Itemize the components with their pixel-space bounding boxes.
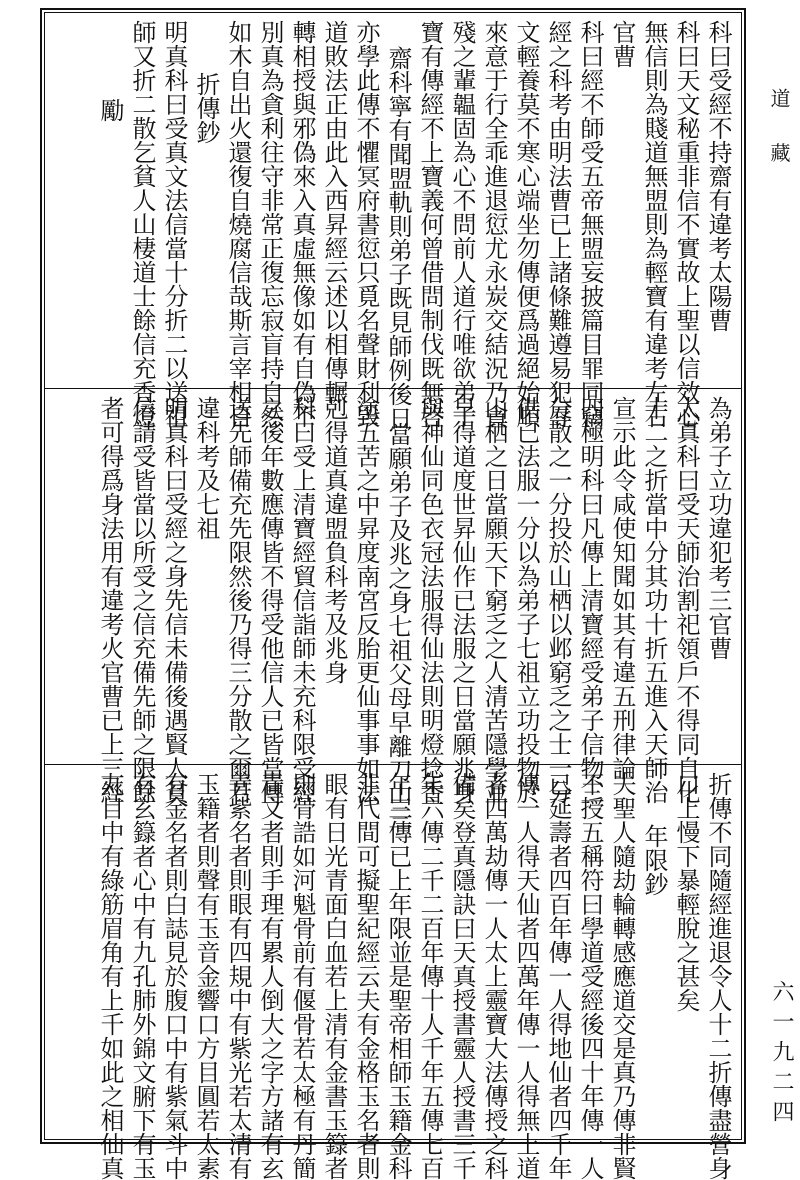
column-text: 明真科曰受經之身先信未備後遇賢人貧 [160,396,188,804]
column-text: 經之科考由明法曹已上諸條難遵易犯辱 [544,20,572,428]
column-text: 年限鈔 [640,824,668,896]
text-column [382,394,414,830]
text-column [574,394,606,804]
text-column [638,394,670,804]
text-column [414,18,446,428]
text-column [446,770,478,1180]
column-text: 亦學此傳不懼冥府書愆只覓名聲財利毀 [352,20,380,428]
text-column [510,770,542,1180]
text-column [222,394,254,804]
column-text: 當願弟子及兆之身七祖父母早離刀山三 [384,422,412,830]
column-text: 眼有日光青面白血若上清有金書玉籙者 [320,772,348,1180]
text-column [670,770,702,1136]
text-column [574,770,606,1180]
column-text: 者可得爲身法用有違考火官曹已上三經 [96,396,124,804]
text-column [478,770,510,1180]
text-column [286,18,318,428]
text-column [350,18,382,428]
column-text: 違科考及七祖 [192,396,220,540]
text-column [126,770,158,1180]
text-column [286,770,318,1180]
text-column [126,394,158,804]
column-text: 信請受皆當以所受之信充備先師之限餘 [128,396,156,804]
column-text: 勵 [96,98,124,122]
text-column [638,18,670,428]
text-column [542,394,574,804]
text-column [158,394,190,804]
text-column [158,18,190,428]
text-column [286,394,318,804]
text-column [606,394,638,780]
text-column [158,770,190,1180]
column-text: 玉籍者則聲有玉音金響口方目圓若太素 [192,772,220,1180]
column-text: 師又折二散乞貧人山棲道士餘信充香燈 [128,20,156,428]
column-text: 青紫名者則眼有四規中有紫光若太清有 [224,772,252,1180]
text-column [510,394,542,804]
text-column [638,770,670,1136]
text-column [414,394,446,804]
text-column [318,770,350,1180]
text-section-lower [52,770,734,1180]
text-column [414,770,446,1180]
text-column [606,18,638,384]
text-column [222,770,254,1180]
column-text: 道敗法正由此入西昇經云述以相傳輾 [320,20,348,404]
column-text: 分散之一分投於山栖以邺窮乏之士一分 [544,396,572,804]
column-text: 太真科曰受天師治割祀領戶不得同自化 [672,396,700,804]
column-text: 轉相授與邪偽來入真虛無像如有自偽不 [288,20,316,428]
column-text: 科曰受上清寶經貿信詣師未充科限受經 [288,396,316,804]
column-text: 科曰經不師受五帝無盟妄披篇目罪同竊 [576,20,604,428]
text-column [670,18,702,428]
column-text: 十二之折當中分其功十折五進入天師治 [640,396,668,804]
column-text: 齋科寧有聞盟軌則弟子既見師例後日 [384,46,412,430]
column-text: 折傳不同隨經進退令人十二折傳盡營身 [704,772,732,1180]
column-text: 與神仙同色衣冠法服得仙法則明燈捻香 [416,396,444,804]
column-text: 年三傳已上年限並是聖帝相師玉籍金科 [384,772,412,1180]
text-column [350,394,382,804]
column-text: 文輕養莫不寒心端坐勿傳便爲過絕始順 [512,20,540,428]
column-text: 科曰天文秘重非信不實故上聖以信效心 [672,20,700,428]
column-text: 明真科曰受真文法信當十分折二以送祖 [160,20,188,428]
column-text: 剋得道真違盟負科考及兆身 [320,396,348,684]
text-column [702,18,734,384]
text-column [446,18,478,428]
column-text: 有金名者則白誌見於腹口中有紫氣斗中 [160,772,188,1180]
column-text: 為弟子立功違犯考三官曹 [704,396,732,660]
text-column [190,770,222,1180]
text-column [350,770,382,1180]
column-text: 如木自出火還復自燒腐信哉斯言宰相自 [224,20,252,428]
column-text: 者四萬劫傳一人太上靈寶大法傳授之科 [480,772,508,1180]
text-column [382,18,414,430]
text-column [318,394,350,760]
text-column [318,18,350,404]
column-text: 供已法服一分以為弟子七祖立功投物於 [512,396,540,804]
text-column [94,394,126,804]
column-text: 有玄籙者心中有九孔肺外錦文腑下有玉 [128,772,156,1180]
text-column [190,18,222,384]
column-text: 官曹 [608,20,636,68]
text-column [126,18,158,428]
column-text: 已延壽者四百年傳一人得地仙者四千年 [544,772,572,1180]
column-text: 四極明科曰凡傳上清寶經受弟子信物三 [576,396,604,804]
column-text: 青文者則手理有累人倒大之字方諸有玄 [256,772,284,1180]
column-text: 科曰受經不持齋有違考太陽曹 [704,20,732,332]
text-column [702,394,734,760]
column-text: 不授五稱符曰學道受經後四十年傳一人 [576,772,604,1180]
text-column [254,18,286,428]
text-column [670,394,702,804]
text-column [254,394,286,804]
column-text: 山栖之日當願天下窮乏之人清苦隱學並 [480,396,508,804]
page-number: 六一九二四 [769,980,794,1130]
text-column [222,18,254,428]
text-section-upper [52,18,734,430]
column-text: 口上慢下暴輕脫之甚矣 [672,772,700,1012]
text-column [94,18,126,384]
column-text: 殘之輩韞固為心不問前人道行唯欲弟子 [448,20,476,428]
column-text: 年六傳二千二百年傳十人千年五傳七百 [416,772,444,1180]
text-column [190,394,222,760]
column-text: 則骨誥如河魁骨前有偃骨若太極有丹簡 [288,772,316,1180]
text-section-middle [52,394,734,830]
text-column [574,18,606,428]
column-text: 夫聖人隨劫輪轉感應道交是真乃傳非賢 [608,772,636,1180]
text-column [542,770,574,1180]
column-text: 別真為貪利往守非常正復忘寂盲持自然 [256,20,284,428]
column-text: 送先師備充先限然後乃得三分散之爾若 [224,396,252,804]
text-column [542,18,574,428]
column-text: 非代間可擬聖紀經云夫有金格玉名者則 [352,772,380,1180]
text-column [478,394,510,804]
column-text: 傳一人得天仙者四萬年傳一人得無上道 [512,772,540,1180]
text-column [510,18,542,428]
text-column [382,770,414,1180]
column-text: 宣示此令咸使知聞如其有違五刑律論 [608,396,636,780]
text-column [702,770,734,1180]
text-column [478,18,510,428]
column-text: 無信則為賤道無盟則為輕寶有違考左右 [640,20,668,428]
text-column [446,394,478,804]
column-text: 來意于行全乖進退愆尤永炭交結況乃貪 [480,20,508,428]
column-text: 寶有傳經不上寶義何曾借問制伐既無啓 [416,20,444,428]
column-text: 塗五苦之中昇度南宮反胎更仙事事如法 [352,396,380,804]
text-column [94,770,126,1180]
column-text: 之後年數應傳皆不得受他信人已皆當傳 [256,396,284,804]
margin-title: 道 藏 [767,88,791,177]
column-text: 備矣登真隱訣曰天真授書靈人授書三千 [448,772,476,1180]
column-text: 折傳鈔 [192,72,220,144]
text-column [606,770,638,1180]
column-text: 丸目中有綠筋眉角有上千如此之相仙真 [96,772,124,1180]
text-column [254,770,286,1180]
column-text: 早得道度世昇仙作已法服之日當願兆身 [448,396,476,804]
